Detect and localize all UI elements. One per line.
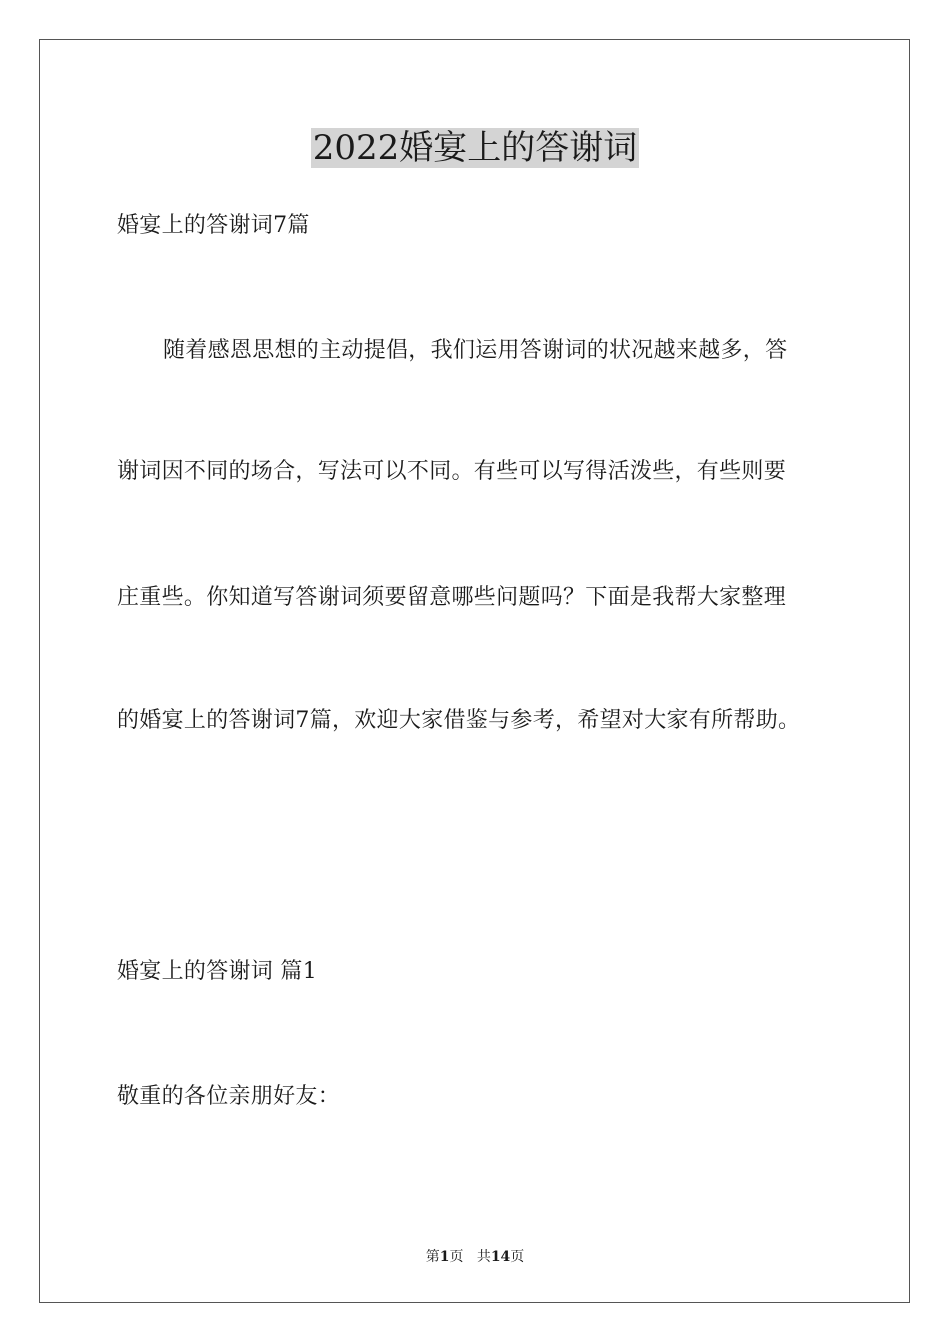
intro-line-4: 的婚宴上的答谢词7篇，欢迎大家借鉴与参考，希望对大家有所帮助。 <box>117 708 801 733</box>
document-title-text: 2022婚宴上的答谢词 <box>312 128 638 168</box>
footer-total-suffix: 页 <box>510 1249 525 1265</box>
footer-page-prefix: 第 <box>425 1249 440 1265</box>
footer-total-prefix: 共 <box>476 1249 491 1265</box>
intro-line-3: 庄重些。你知道写答谢词须要留意哪些问题吗？下面是我帮大家整理 <box>117 585 787 610</box>
footer-page-number: 1 <box>439 1249 450 1265</box>
intro-line-2: 谢词因不同的场合，写法可以不同。有些可以写得活泼些，有些则要 <box>117 459 787 484</box>
document-title <box>0 128 950 168</box>
page-footer <box>0 1248 950 1266</box>
intro-line-1: 随着感恩思想的主动提倡，我们运用答谢词的状况越来越多，答 <box>163 338 788 363</box>
document-subtitle: 婚宴上的答谢词7篇 <box>117 213 310 238</box>
footer-total-pages: 14 <box>490 1249 511 1265</box>
salutation: 敬重的各位亲朋好友： <box>117 1084 341 1109</box>
section-heading: 婚宴上的答谢词 篇1 <box>117 959 317 984</box>
footer-page-suffix: 页 <box>449 1249 464 1265</box>
